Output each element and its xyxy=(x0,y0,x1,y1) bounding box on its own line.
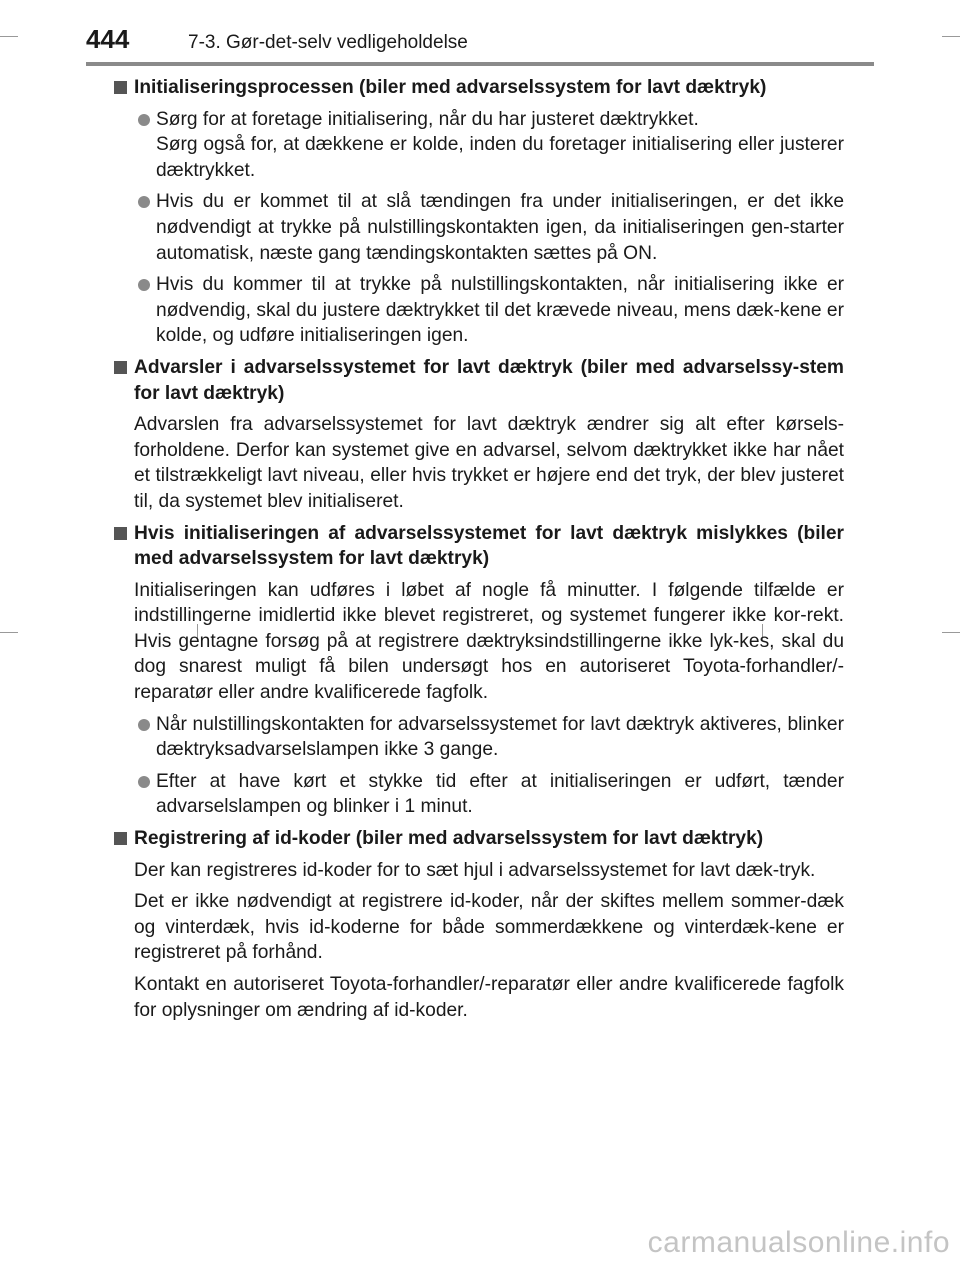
circle-bullet-icon xyxy=(138,114,150,126)
section-heading xyxy=(112,521,844,572)
section-heading-text: Hvis initialiseringen af advarselssystemet for lavt dæktryk mislykkes (biler med advarselssystem for lavt dæktryk) xyxy=(134,522,844,570)
paragraph: Der kan registreres id-koder for to sæt hjul i advarselssystemet for lavt dæk-tryk. xyxy=(134,859,816,881)
crop-mark xyxy=(0,632,18,633)
section-initialization-fails xyxy=(112,521,844,821)
bullet-text: Sørg for at foretage initialisering, når du har justeret dæktrykket. Sørg også for, at dækkene er kolde, inden du foretager initialisering eller justerer dæktrykket. xyxy=(156,108,844,181)
section-heading xyxy=(112,826,844,852)
square-bullet-icon xyxy=(114,527,127,540)
crop-mark xyxy=(942,632,960,633)
square-bullet-icon xyxy=(114,81,127,94)
chapter-title: 7-3. Gør-det-selv vedligeholdelse xyxy=(188,32,468,53)
paragraph: Advarslen fra advarselssystemet for lavt dæktryk ændrer sig alt efter kørsels-forholdene. Derfor kan systemet give en advarsel, selvom dæktrykket ikke har nået et tilstrækkeligt lavt niveau, eller hvis trykket er højere end det tryk, der blev justeret til, da systemet blev initialiseret. xyxy=(134,414,844,512)
paragraph: Det er ikke nødvendigt at registrere id-koder, når der skiftes mellem sommer-dæk og vinterdæk, hvis id-koderne for både sommerdækkene og vinterdæk-kene er registreret på forhånd. xyxy=(134,891,844,964)
square-bullet-icon xyxy=(114,361,127,374)
crop-mark xyxy=(942,36,960,37)
bullet-item xyxy=(112,712,844,763)
section-heading-text: Registrering af id-koder (biler med advarselssystem for lavt dæktryk) xyxy=(134,828,764,850)
section-initialization-process xyxy=(112,75,844,349)
bullet-text: Hvis du er kommet til at slå tændingen fra under initialiseringen, er det ikke nødvendigt at trykke på nulstillingskontakten igen, da initialiseringen gen-starter automatisk, næste gang tændingskontakten sættes på ON. xyxy=(156,191,844,264)
square-bullet-icon xyxy=(114,832,127,845)
page-content xyxy=(112,75,844,1029)
bullet-text: Efter at have kørt et stykke tid efter at initialiseringen er udført, tænder advarselslampen og blinker i 1 minut. xyxy=(156,770,844,818)
bullet-item xyxy=(112,107,844,184)
crop-mark xyxy=(0,36,18,37)
bullet-item xyxy=(112,272,844,349)
bullet-text: Hvis du kommer til at trykke på nulstillingskontakten, når initialisering ikke er nødvendig, skal du justere dæktrykket til det krævede niveau, mens dæk-kene er kolde, og udføre initialiseringen igen. xyxy=(156,274,844,347)
section-heading xyxy=(112,355,844,406)
bullet-text: Når nulstillingskontakten for advarselssystemet for lavt dæktryk aktiveres, blinker dæktryksadvarselslampen ikke 3 gange. xyxy=(156,713,844,761)
section-heading xyxy=(112,75,844,101)
paragraph: Kontakt en autoriseret Toyota-forhandler/-reparatør eller andre kvalificerede fagfolk for oplysninger om ændring af id-koder. xyxy=(134,974,844,1021)
circle-bullet-icon xyxy=(138,776,150,788)
circle-bullet-icon xyxy=(138,719,150,731)
watermark: carmanualsonline.info xyxy=(647,1226,950,1259)
circle-bullet-icon xyxy=(138,196,150,208)
header-rule xyxy=(86,62,874,66)
section-warnings xyxy=(112,355,844,515)
paragraph: Initialiseringen kan udføres i løbet af nogle få minutter. I følgende tilfælde er indstillingerne imidlertid ikke blevet registreret, og systemet fungerer ikke kor-rekt. Hvis gentagne forsøg på at registrere dæktryksindstillingerne ikke lyk-kes, skal du dog snarest muligt få bilen undersøgt hos en autoriseret Toyota-forhandler/-reparatør eller andre kvalificerede fagfolk. xyxy=(134,579,844,704)
bullet-item xyxy=(112,769,844,820)
page-number: 444 xyxy=(86,24,130,54)
section-id-code-registration xyxy=(112,826,844,1023)
section-heading-text: Initialiseringsprocessen (biler med advarselssystem for lavt dæktryk) xyxy=(134,77,767,98)
bullet-item xyxy=(112,189,844,266)
section-heading-text: Advarsler i advarselssystemet for lavt dæktryk (biler med advarselssy-stem for lavt dæktryk) xyxy=(134,356,844,404)
circle-bullet-icon xyxy=(138,279,150,291)
